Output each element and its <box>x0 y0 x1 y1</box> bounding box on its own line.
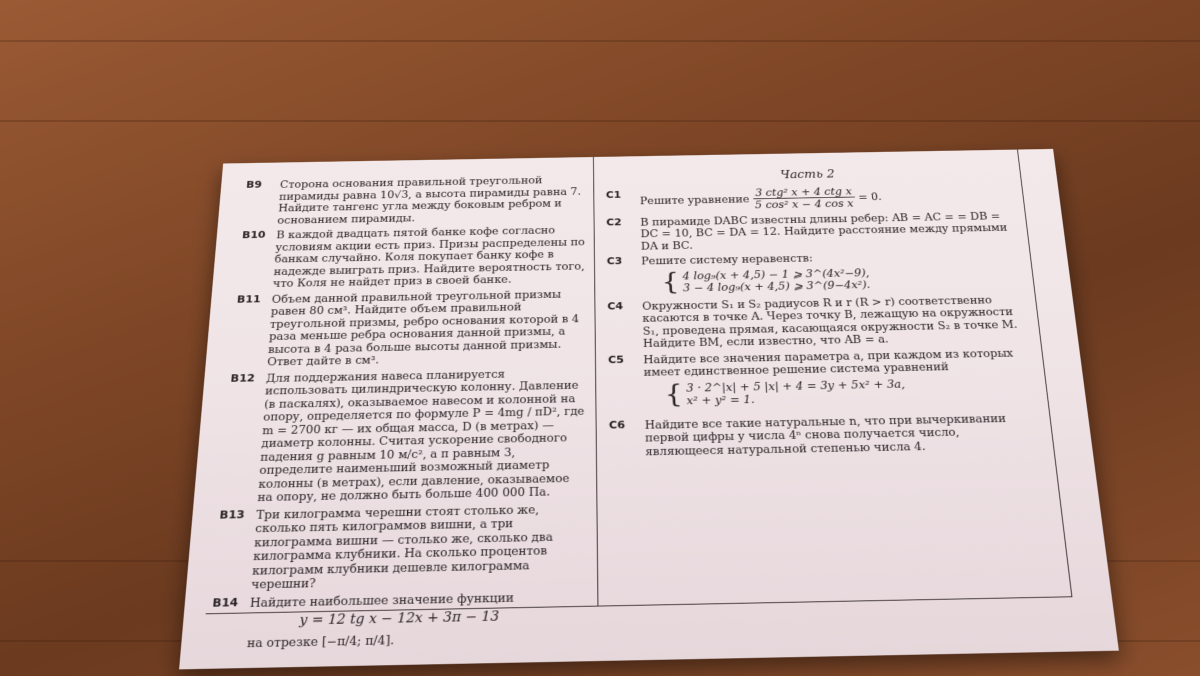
task-text: Найдите наибольшее значение функции <box>249 590 514 610</box>
task-text: В пирамиде DABC известны длины ребер: AB = AC = = DB = DC = 10, BC = DA = 12. Найдите расстояние между прямыми DA и BC. <box>640 209 1008 252</box>
task-c4 <box>607 293 1029 351</box>
task-c6 <box>609 411 1042 459</box>
left-column <box>209 174 588 651</box>
task-text: Сторона основания правильной треугольной пирамиды равна 10√3, а высота пирамиды равна 7. Найдите тангенс угла между боковым ребром и основанием пирамиды. <box>277 174 581 226</box>
task-number: B10 <box>241 229 266 241</box>
c5-line1: 3 · 2^|x| + 5 |x| + 4 = 3y + 5x² + 3a, <box>686 377 906 394</box>
task-b14 <box>212 589 588 611</box>
task-text: Найдите все такие натуральные n, что при вычеркивании первой цифры у числа 4ⁿ снова получается число, являющееся натуральной степенью числа 4. <box>644 411 1007 458</box>
task-b10 <box>238 224 585 291</box>
c1-fraction <box>752 185 855 211</box>
task-text: Найдите все значения параметра a, при каждом из которых имеет единственное решение система уравнений <box>643 346 1014 379</box>
column-divider <box>593 157 598 607</box>
task-number: C2 <box>606 216 622 228</box>
task-number: B9 <box>245 179 263 191</box>
c5-system <box>664 375 1036 408</box>
task-text: В каждой двадцать пятой банке кофе согласно условиям акции есть приз. Призы распределены по банкам случайно. Коля покупает банку кофе в надежде выиграть приз. Найдите вероятность того, что Коля не найдет приз в своей банке. <box>272 224 585 290</box>
task-number: C3 <box>606 255 623 267</box>
task-text: Окружности S₁ и S₂ радиусов R и r (R > r) соответственно касаются в точке A. Через точку B, лежащую на окружности S₁, проведена прямая, касающаяся окружности S₂ в точке M. Найдите BM, если известно, что AB = a. <box>642 293 1018 350</box>
c1-numerator: 3 ctg² x + 4 ctg x <box>752 185 855 199</box>
task-c2 <box>606 209 1018 252</box>
c1-tail: = 0. <box>857 190 883 202</box>
task-number: C6 <box>608 418 626 431</box>
task-b13 <box>213 501 587 592</box>
task-c5 <box>608 346 1033 379</box>
b14-formula: y = 12 tg x − 12x + 3π − 13 <box>299 609 500 629</box>
task-number: B11 <box>236 293 262 305</box>
c3-line2: 3 − 4 log₉(x + 4,5) ⩾ 3^(9−4x²). <box>682 278 871 294</box>
task-number: C4 <box>607 300 624 312</box>
task-text <box>640 182 1014 213</box>
task-number: B12 <box>230 371 256 384</box>
task-text: Для поддержания навеса планируется использовать цилиндрическую колонну. Давление (в паскалях), оказываемое навесом и колонной на опору, определяется по формуле P = 4mg / πD², где m = 2700 кг — их общая масса, D (в метрах) — диаметр колонны. Считая ускорение свободного падения g равным 10 м/с², а π равным 3, определите наименьший возможный диаметр колонны (в метрах), если давление, оказываемое на опору, не должно быть больше 400 000 Па. <box>257 367 585 504</box>
task-text: Три килограмма черешни стоят столько же, сколько пять килограммов вишни, а три килограмма вишни — столько же, сколько два килограмма клубники. На сколько процентов килограмм клубники дешевле килограмма черешни? <box>250 502 553 592</box>
c5-line2: x² + y² = 1. <box>686 392 755 407</box>
task-number: C1 <box>605 189 622 200</box>
c3-system <box>661 264 1022 295</box>
c1-denominator: 5 cos² x − 4 cos x <box>754 197 854 211</box>
brace-icon: { <box>661 267 680 296</box>
brace-icon: { <box>664 379 684 409</box>
b14-interval: на отрезке [−π/4; π/4]. <box>246 632 395 650</box>
c3-line1: 4 log₉(x + 4,5) − 1 ⩾ 3^(4x²−9), <box>682 266 870 282</box>
exam-sheet <box>179 149 1119 669</box>
task-b9 <box>243 174 585 227</box>
task-text: Объем данной правильной треугольной призмы равен 80 см³. Найдите объем правильной треугольной призмы, ребро основания которой в 4 раза меньше ребра основания данной призмы, а высота в 4 раза больше высоты данной призмы. Ответ дайте в см³. <box>266 287 580 368</box>
task-number: C5 <box>607 353 625 366</box>
task-b12 <box>220 366 586 505</box>
task-b11 <box>231 287 585 369</box>
c1-text: Решите уравнение <box>639 192 750 206</box>
right-column <box>606 166 1043 462</box>
task-number: B14 <box>212 595 239 610</box>
task-c1 <box>606 182 1013 213</box>
part-title: Часть 2 <box>779 168 836 182</box>
task-number: B13 <box>219 507 246 521</box>
task-text: Решите систему неравенств: <box>641 252 814 267</box>
